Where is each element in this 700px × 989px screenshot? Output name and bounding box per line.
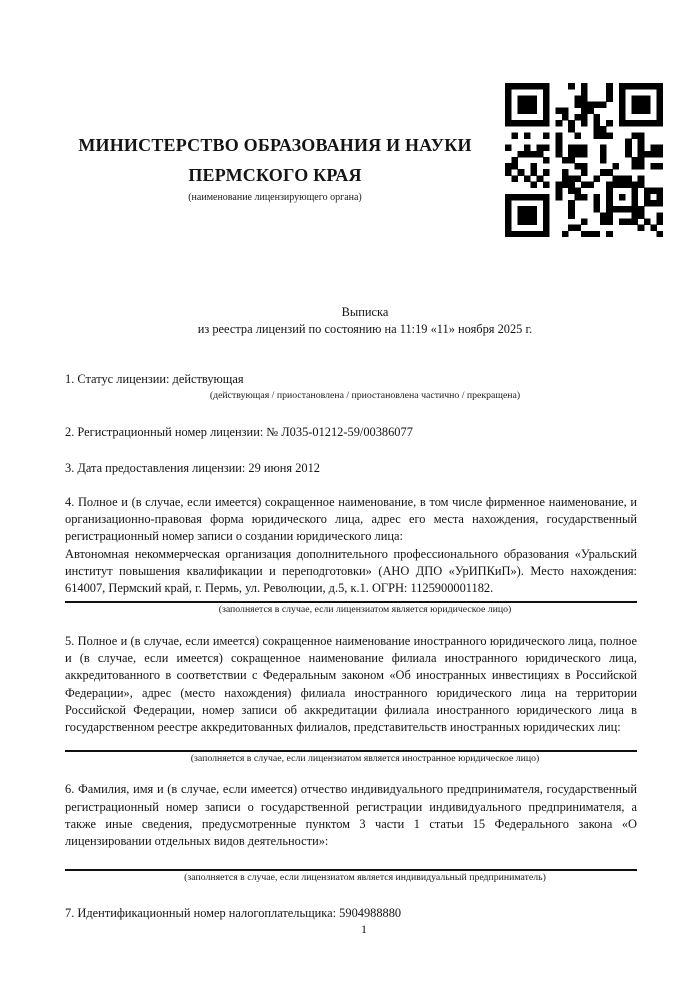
item-foreign-entity-label: 5. Полное и (в случае, если имеется) сокращенное наименование иностранного юридического лица, полное и (в случае, если имеется) сокращенное наименование филиала иностранного юридического лица, аккредитованного в соответствии с Федеральным законом «Об иностранных инвестициях в Российской Федерации», адрес (место нахождения) филиала иностранного юридического лица на территории Российской Федерации, номер записи об аккредитации филиала иностранного юридического лица в государственном реестре аккредитованных филиалов, представительств иностранных юридических лиц:	[65, 633, 637, 735]
document-title	[79, 304, 651, 338]
entrepreneur-underline	[65, 869, 637, 871]
foreign-entity-underline	[65, 750, 637, 752]
title-line1: Выписка	[341, 305, 389, 319]
licensing-authority-header	[65, 130, 485, 204]
title-line2: из реестра лицензий по состоянию на 11:19 «11» ноября 2025 г.	[197, 322, 533, 336]
legal-entity-underline	[65, 601, 637, 603]
document-body	[65, 371, 637, 922]
item-legal-entity-value: Автономная некоммерческая организация дополнительного профессионального образования «Уральский институт повышения квалификации и переподготовки» (АНО ДПО «УрИПКиП»). Место нахождения: 614007, Пермский край, г. Пермь, ул. Революции, д.5, к.1. ОГРН: 1125900001182.	[65, 546, 637, 596]
item-foreign-entity-caption: (заполняется в случае, если лицензиатом является иностранное юридическое лицо)	[190, 753, 540, 765]
item-entrepreneur-caption: (заполняется в случае, если лицензиатом является индивидуальный предприниматель)	[184, 871, 546, 883]
authority-caption: (наименование лицензирующего органа)	[188, 192, 362, 203]
item-registration-number: 2. Регистрационный номер лицензии: № Л035-01212-59/00386077	[65, 425, 413, 440]
item-legal-entity-caption: (заполняется в случае, если лицензиатом является юридическое лицо)	[218, 603, 512, 615]
item-legal-entity-label: 4. Полное и (в случае, если имеется) сокращенное наименование, в том числе фирменное наименование, и организационно-правовая форма юридического лица, адрес его места нахождения, государственный регистрационный номер записи о создании юридического лица:	[65, 494, 637, 544]
item-taxpayer-number: 7. Идентификационный номер налогоплательщика: 5904988880	[65, 905, 402, 920]
item-grant-date: 3. Дата предоставления лицензии: 29 июня 2012	[65, 460, 321, 475]
item-license-status-caption: (действующая / приостановлена / приостановлена частично / прекращена)	[209, 390, 521, 402]
item-entrepreneur-label: 6. Фамилия, имя и (в случае, если имеется) отчество индивидуального предпринимателя, государственный регистрационный номер записи о государственной регистрации индивидуального предпринимателя, а также иные сведения, предусмотренные пунктом 3 части 1 статьи 15 Федерального закона «О лицензировании отдельных видов деятельности»:	[65, 782, 637, 849]
ministry-name-line2: ПЕРМСКОГО КРАЯ	[188, 165, 362, 185]
qr-code-icon	[505, 83, 663, 237]
page-number: 1	[361, 922, 367, 936]
item-license-status: 1. Статус лицензии: действующая	[65, 372, 244, 386]
ministry-name-line1: МИНИСТЕРСТВО ОБРАЗОВАНИЯ И НАУКИ	[78, 135, 472, 155]
